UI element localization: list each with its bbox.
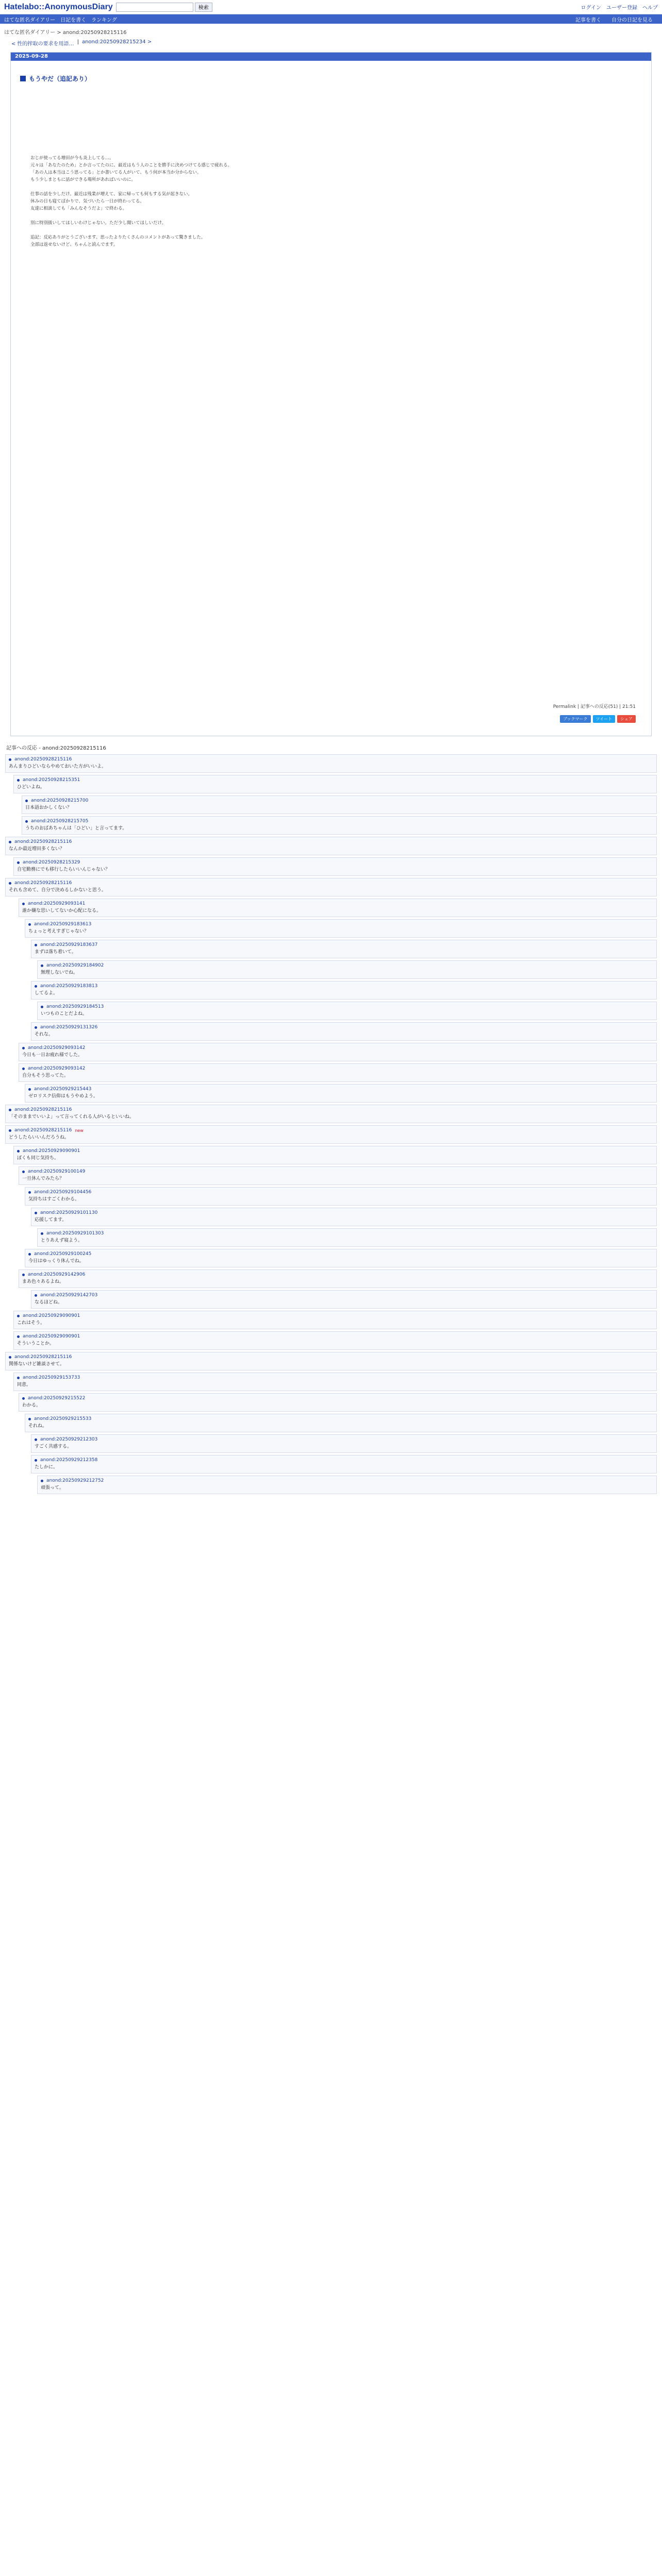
reaction-item <box>19 1393 657 1412</box>
reaction-header <box>28 1251 653 1257</box>
reaction-item <box>13 1331 657 1350</box>
reaction-item <box>31 940 657 958</box>
reaction-link[interactable]: anond:20250929184902 <box>46 963 104 968</box>
reaction-text: 関係ないけど雑談させて。 <box>9 1362 64 1367</box>
reaction-link[interactable]: anond:20250928215116 <box>14 757 72 762</box>
reaction-item <box>25 1187 657 1206</box>
reaction-text: それね。 <box>28 1423 47 1429</box>
reaction-link[interactable]: anond:20250929215522 <box>28 1396 86 1401</box>
entry-paragraph: 「あの人は本当はこう思ってる」とか書いてる人がいて、もう何が本当か分からない。 <box>30 170 202 175</box>
bullet-icon <box>35 1212 37 1214</box>
bullet-icon <box>35 1438 37 1441</box>
reaction-item <box>37 1002 657 1020</box>
reaction-item <box>19 1166 657 1185</box>
reaction-item <box>25 1414 657 1432</box>
bullet-icon <box>22 903 25 905</box>
reaction-header <box>28 1416 653 1421</box>
reaction-item <box>31 1022 657 1041</box>
entry-pager <box>11 39 656 47</box>
reaction-link[interactable]: anond:20250929183613 <box>34 922 92 927</box>
bullet-icon <box>22 1171 25 1173</box>
reaction-link[interactable]: anond:20250929100245 <box>34 1251 92 1257</box>
reaction-text: わかる。 <box>22 1403 41 1408</box>
site-logo[interactable]: Hatelabo::AnonymousDiary <box>4 2 113 11</box>
reaction-text: 同意。 <box>17 1382 31 1387</box>
reaction-header <box>22 901 653 906</box>
reaction-header <box>9 880 653 886</box>
reaction-link[interactable]: anond:20250929093141 <box>28 901 86 906</box>
bullet-icon <box>9 758 11 761</box>
reaction-link[interactable]: anond:20250928215351 <box>23 777 80 783</box>
bullet-icon <box>17 1335 20 1338</box>
reaction-text: 気持ちはすごくわかる。 <box>28 1197 80 1202</box>
reaction-text: 今日はゆっくり休んでね。 <box>28 1259 84 1264</box>
reaction-text: これはそう。 <box>17 1320 45 1326</box>
bullet-icon <box>41 964 43 967</box>
entry-paragraph: おじが使ってる増田が今も炎上してる…。 <box>30 156 114 161</box>
entry-paragraph: 元々は「あなたのため」とか言ってたのに、最近はもう人のことを勝手に決めつけてる感じで疲れる。 <box>30 163 233 168</box>
reaction-item <box>13 1372 657 1391</box>
entry-paragraph: 追記：反応ありがとうございます。思ったよりたくさんのコメントがあって驚きました。 <box>30 235 206 240</box>
reaction-item <box>5 837 657 855</box>
bullet-icon <box>9 1129 11 1132</box>
reaction-link[interactable]: anond:20250929142703 <box>40 1293 98 1298</box>
breadcrumb: はてな匿名ダイアリー > anond:20250928215116 <box>4 30 127 36</box>
search-input[interactable] <box>116 3 193 12</box>
reaction-text: うちのおばあちゃんは「ひどい」と言ってます。 <box>25 826 127 831</box>
reaction-header <box>35 1025 653 1030</box>
header-link-login[interactable]: ログイン <box>581 5 601 11</box>
reaction-link[interactable]: anond:20250929212358 <box>40 1458 98 1463</box>
reaction-header <box>41 1478 653 1483</box>
reaction-link[interactable]: anond:20250929131326 <box>40 1025 98 1030</box>
reaction-link[interactable]: anond:20250928215329 <box>23 860 80 865</box>
bullet-icon <box>35 1294 37 1297</box>
entry-paragraph: 休みの日も寝てばかりで、気づいたら一日が終わってる。 <box>30 199 144 204</box>
reaction-text: まずは落ち着いて。 <box>35 950 76 955</box>
reaction-header <box>9 1354 653 1360</box>
reaction-item <box>5 1352 657 1370</box>
entry-paragraph <box>30 183 634 191</box>
pager-separator: | <box>77 39 79 45</box>
bullet-icon <box>22 1047 25 1049</box>
reaction-header <box>41 1231 653 1236</box>
reaction-item <box>37 1228 657 1247</box>
reaction-header <box>35 1293 653 1298</box>
reaction-link[interactable]: anond:20250929153733 <box>23 1375 80 1380</box>
reaction-item <box>25 1249 657 1267</box>
reactions-list <box>5 754 657 1494</box>
entry-paragraph: 友達に相談しても「みんなそうだよ」で終わる。 <box>30 206 127 211</box>
reaction-text: 自分もそう思ってた。 <box>22 1073 69 1078</box>
reaction-text: 自宅勤務にでも移行したらいいんじゃない？ <box>17 867 110 872</box>
nav-item-my-diary[interactable]: 自分の日記を見る <box>611 17 653 23</box>
bullet-icon <box>35 985 37 988</box>
reaction-item <box>22 795 657 814</box>
reaction-text: なんか最近増田多くない？ <box>9 846 65 852</box>
reaction-text: 今日も一日お疲れ様でした。 <box>22 1053 83 1058</box>
reactions-header: 記事への反応 - anond:20250928215116 <box>6 745 106 751</box>
reaction-text: ゼロリスク信仰はもうやめよう。 <box>28 1094 98 1099</box>
reaction-header <box>9 1128 653 1133</box>
bullet-icon <box>9 1356 11 1359</box>
reaction-link[interactable]: anond:20250929101130 <box>40 1210 98 1215</box>
entry-paragraph: もう少しまともに話ができる場所があればいいのに。 <box>30 177 136 182</box>
reaction-header <box>22 1396 653 1401</box>
bullet-icon <box>9 882 11 885</box>
reaction-item <box>37 960 657 979</box>
reaction-text: とりあえず寝よう。 <box>41 1238 83 1243</box>
reaction-text: してるよ。 <box>35 991 58 996</box>
bullet-icon <box>17 1315 20 1317</box>
reaction-link[interactable]: anond:20250929090901 <box>23 1148 80 1154</box>
reaction-header <box>35 1437 653 1442</box>
reaction-item <box>13 1311 657 1329</box>
entry-date: 2025-09-28 <box>11 53 651 61</box>
reaction-header <box>17 1313 653 1318</box>
reaction-link[interactable]: anond:20250929090901 <box>23 1334 80 1339</box>
reaction-item <box>5 754 657 773</box>
entry-title[interactable]: もうやだ（追記あり） <box>29 75 91 82</box>
bullet-icon <box>22 1274 25 1276</box>
share-button-tweet[interactable]: ツイート <box>593 715 616 723</box>
reaction-item <box>37 1476 657 1494</box>
share-button-share[interactable]: シェア <box>617 715 636 723</box>
bullet-icon <box>9 1109 11 1111</box>
reaction-link[interactable]: anond:20250929104456 <box>34 1190 92 1195</box>
reaction-header <box>28 1087 653 1092</box>
nav-item-anond[interactable]: はてな匿名ダイアリー <box>4 17 56 23</box>
reaction-header <box>28 1190 653 1195</box>
nav-bar <box>0 14 662 24</box>
entry-paragraph <box>30 212 634 219</box>
reaction-item <box>5 1105 657 1123</box>
reaction-text: いつものことだよね。 <box>41 1011 88 1016</box>
reaction-text: 応援してます。 <box>35 1217 67 1223</box>
reaction-text: それな。 <box>35 1032 54 1037</box>
reaction-link[interactable]: anond:20250928215700 <box>31 798 89 803</box>
reaction-header <box>35 1210 653 1215</box>
reaction-text: すごく共感する。 <box>35 1444 72 1449</box>
reaction-link[interactable]: anond:20250929142906 <box>28 1272 86 1277</box>
header-links <box>581 3 658 11</box>
reaction-text: なるほどね。 <box>35 1300 63 1305</box>
reaction-link[interactable]: anond:20250929215533 <box>34 1416 92 1421</box>
search-button[interactable]: 検索 <box>195 3 212 12</box>
reaction-link[interactable]: anond:20250929100149 <box>28 1169 86 1174</box>
bullet-icon <box>9 841 11 843</box>
reaction-link[interactable]: anond:20250929093142 <box>28 1045 86 1050</box>
entry-paragraph: 全部は返せないけど、ちゃんと読んでます。 <box>30 242 118 247</box>
reaction-item <box>25 919 657 938</box>
reaction-header <box>35 984 653 989</box>
reaction-header <box>25 819 653 824</box>
entry-footer: Permalink | 記事への反応(51) | 21:51 <box>553 704 636 709</box>
reaction-header <box>22 1272 653 1277</box>
reaction-header <box>9 1107 653 1112</box>
reaction-link[interactable]: anond:20250928215116 <box>14 880 72 886</box>
reaction-item <box>31 1208 657 1226</box>
bullet-icon <box>25 800 28 802</box>
reaction-item <box>5 1125 657 1144</box>
bullet-icon <box>17 861 20 864</box>
bullet-icon <box>28 1088 31 1091</box>
new-badge: new <box>75 1128 84 1133</box>
bullet-icon <box>41 1006 43 1008</box>
reaction-item <box>31 1455 657 1473</box>
reaction-item <box>31 1434 657 1453</box>
reaction-header <box>25 798 653 803</box>
site-header <box>0 0 662 14</box>
reaction-text: あんまりひどいならやめておいた方がいいよ。 <box>9 764 107 769</box>
bullet-icon <box>35 1459 37 1462</box>
bullet-icon <box>41 1232 43 1235</box>
reaction-item <box>19 1269 657 1288</box>
reaction-header <box>17 1375 653 1380</box>
reaction-item <box>13 857 657 876</box>
entry-title-row <box>20 74 651 83</box>
bullet-icon <box>28 923 31 926</box>
reaction-header <box>17 777 653 783</box>
bullet-icon <box>28 1191 31 1194</box>
header-link-help[interactable]: ヘルプ <box>642 5 658 11</box>
reaction-header <box>22 1045 653 1050</box>
reaction-text: それも含めて、自分で決めるしかないと思う。 <box>9 888 106 893</box>
reaction-text: ぼくも同じ気持ち。 <box>17 1156 59 1161</box>
reaction-header <box>35 942 653 947</box>
reaction-text: ひどいよね。 <box>17 785 45 790</box>
reaction-text: 無理しないでね。 <box>41 970 78 975</box>
reaction-header <box>17 1334 653 1339</box>
share-button-bookmark[interactable]: ブックマーク <box>560 715 590 723</box>
bullet-icon <box>17 779 20 782</box>
bullet-icon <box>28 1418 31 1420</box>
reaction-link[interactable]: anond:20250929093142 <box>28 1066 86 1071</box>
reaction-item <box>13 1146 657 1164</box>
reaction-header <box>22 1169 653 1174</box>
reaction-text: 頑張って。 <box>41 1485 64 1490</box>
reaction-link[interactable]: anond:20250929212752 <box>46 1478 104 1483</box>
bullet-icon <box>17 1150 20 1153</box>
bullet-icon <box>35 1026 37 1029</box>
reaction-header <box>41 963 653 968</box>
reaction-item <box>5 878 657 896</box>
entry-body <box>30 155 634 248</box>
bullet-icon <box>25 820 28 823</box>
entry-paragraph: 仕事の話を少しだけ。最近は残業が増えて、家に帰っても何もする気が起きない。 <box>30 192 192 197</box>
reaction-item <box>19 1063 657 1082</box>
bullet-icon <box>17 1377 20 1379</box>
reaction-link[interactable]: anond:20250929212303 <box>40 1437 98 1442</box>
reaction-text: たしかに。 <box>35 1465 58 1470</box>
entry-section <box>10 52 652 736</box>
next-entry-link[interactable]: anond:20250928215234 > <box>81 39 152 45</box>
reaction-header <box>17 1148 653 1154</box>
reaction-header <box>9 839 653 844</box>
reaction-link[interactable]: anond:20250929090901 <box>23 1313 80 1318</box>
reaction-link[interactable]: anond:20250929101303 <box>46 1231 104 1236</box>
reaction-text: ちょっと考えすぎじゃない？ <box>28 929 89 934</box>
reaction-header <box>41 1004 653 1009</box>
reaction-item <box>13 775 657 793</box>
reaction-header <box>9 757 653 762</box>
reaction-link[interactable]: anond:20250929183813 <box>40 984 98 989</box>
reaction-link[interactable]: anond:20250928215116 <box>14 1128 72 1133</box>
reaction-link[interactable]: anond:20250928215705 <box>31 819 89 824</box>
nav-item-ranking[interactable]: ランキング <box>91 17 117 23</box>
reaction-item <box>19 899 657 917</box>
reaction-link[interactable]: anond:20250928215116 <box>14 1354 72 1360</box>
reaction-text: 日本語おかしくない？ <box>25 805 72 810</box>
reaction-text: 「そのままでいいよ」って言ってくれる人がいるといいね。 <box>9 1114 135 1120</box>
reaction-text: 一旦休んでみたら？ <box>22 1176 64 1181</box>
reaction-text: まあ色々あるよね。 <box>22 1279 64 1284</box>
nav-item-new-post[interactable]: 記事を書く <box>575 17 601 23</box>
reaction-link[interactable]: anond:20250928215116 <box>14 839 72 844</box>
entry-paragraph <box>30 227 634 234</box>
reaction-link[interactable]: anond:20250929215443 <box>34 1087 92 1092</box>
reaction-text: 誰か嫌な思いしてないか心配になる。 <box>22 908 102 913</box>
reaction-link[interactable]: anond:20250929184513 <box>46 1004 104 1009</box>
reaction-text: そういうことか。 <box>17 1341 55 1346</box>
prev-entry-link[interactable]: < 性的搾取の要求を用語… <box>11 41 74 47</box>
bullet-icon <box>28 1253 31 1256</box>
reaction-item <box>31 981 657 999</box>
reaction-item <box>25 1084 657 1103</box>
title-square-icon <box>20 76 26 81</box>
reaction-link[interactable]: anond:20250929183637 <box>40 942 98 947</box>
reaction-header <box>35 1458 653 1463</box>
bullet-icon <box>22 1067 25 1070</box>
entry-paragraph: 別に特別扱いしてほしいわけじゃない。ただ少し聞いてほしいだけ。 <box>30 221 167 226</box>
reaction-link[interactable]: anond:20250928215116 <box>14 1107 72 1112</box>
reaction-item <box>19 1043 657 1061</box>
reaction-item <box>31 1290 657 1309</box>
reaction-header <box>17 860 653 865</box>
reaction-item <box>22 816 657 835</box>
bullet-icon <box>35 944 37 946</box>
nav-item-write[interactable]: 日記を書く <box>60 17 87 23</box>
reaction-text: どうしたらいいんだろうね。 <box>9 1135 70 1140</box>
share-buttons <box>560 715 636 723</box>
bullet-icon <box>22 1397 25 1400</box>
reaction-header <box>22 1066 653 1071</box>
header-link-signup[interactable]: ユーザー登録 <box>606 5 637 11</box>
bullet-icon <box>41 1480 43 1482</box>
reaction-header <box>28 922 653 927</box>
